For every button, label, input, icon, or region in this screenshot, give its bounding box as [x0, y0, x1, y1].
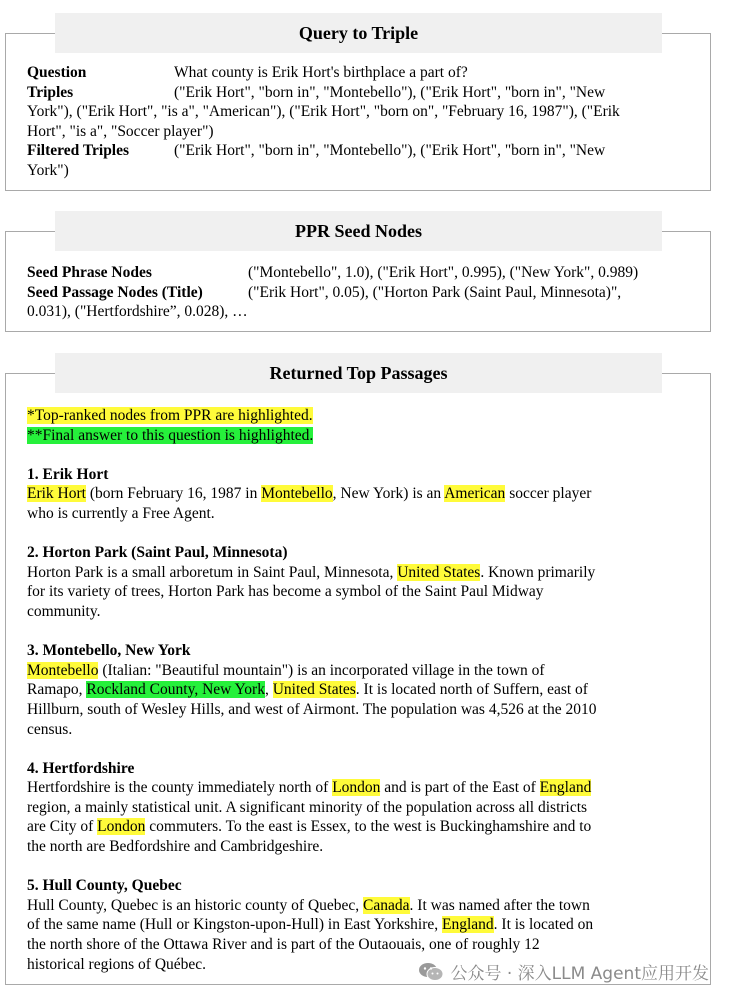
seed-passage-row [27, 283, 692, 303]
filtered-triples-label: Filtered Triples [27, 142, 130, 160]
question-label: Question [27, 64, 87, 81]
passage-5-line-4: historical regions of Québec. [27, 955, 207, 973]
highlight-london: London [332, 779, 381, 797]
highlight-canada: Canada [363, 896, 410, 914]
highlight-london: London [97, 818, 146, 836]
query-to-triple-content [27, 63, 692, 181]
passage-3-line-2 [27, 680, 692, 700]
triples-line-3: Hort", "is a", "Soccer player") [27, 122, 214, 140]
highlight-england: England [442, 916, 494, 934]
triples-label: Triples [27, 83, 74, 101]
seed-passage-line-1: ("Erik Hort", 0.05), ("Horton Park (Saint Paul, Minnesota)", [248, 283, 622, 301]
highlight-montebello: Montebello [261, 485, 333, 503]
seed-phrase-text: ("Montebello", 1.0), ("Erik Hort", 0.995), ("New York", 0.989) [248, 264, 639, 281]
highlight-united-states: United States [397, 563, 481, 581]
legend-ppr-line [27, 406, 692, 426]
returned-top-passages-title: Returned Top Passages [269, 362, 448, 383]
passage-3-text: . It is located north of Suffern, east of [355, 681, 588, 699]
passage-3-title: 3. Montebello, New York [27, 642, 191, 660]
legend-answer-line [27, 426, 692, 446]
passage-5-title: 5. Hull County, Quebec [27, 877, 182, 895]
passage-2-line-2: for its variety of trees, Horton Park has become a symbol of the Saint Paul Midway [27, 583, 544, 601]
passage-4-title: 4. Hertfordshire [27, 759, 135, 777]
passage-3-line-4: census. [27, 720, 73, 738]
seed-passage-label: Seed Passage Nodes (Title) [27, 283, 203, 301]
passage-4-line-3 [27, 817, 692, 837]
passage-2-line-1 [27, 563, 692, 583]
passage-1-line-2: who is currently a Free Agent. [27, 504, 215, 522]
passage-5-text: . It is located on [493, 916, 594, 934]
passage-4-line-1 [27, 778, 692, 798]
seed-phrase-label: Seed Phrase Nodes [27, 264, 152, 281]
highlight-united-states: United States [272, 681, 356, 699]
legend-ppr-highlight: *Top-ranked nodes from PPR are highlighted. [27, 407, 313, 424]
passage-5-line-2 [27, 915, 692, 935]
passage-5-text: of the same name (Hull or Kingston-upon-Hull) in East Yorkshire, [27, 916, 442, 934]
question-text: What county is Erik Hort's birthplace a part of? [174, 64, 468, 81]
passage-5-line-1 [27, 896, 692, 916]
watermark-text: 公众号 · 深入LLM Agent应用开发 [450, 964, 709, 984]
highlight-american: American [444, 485, 506, 503]
passage-3-text: , [264, 681, 273, 699]
question-row [27, 63, 692, 83]
passage-1-text: , New York) is an [332, 485, 445, 503]
passage-2-text: . Known primarily [480, 563, 596, 581]
triples-line-2: York"), ("Erik Hort", "is a", "American"), ("Erik Hort", "born on", "February 16, 1987"), ("Erik [27, 103, 620, 121]
ppr-seed-nodes-title: PPR Seed Nodes [295, 220, 422, 241]
filtered-triples-line-2: York") [27, 161, 69, 179]
passage-4-text: are City of [27, 818, 98, 836]
passage-5-line-3: the north shore of the Ottawa River and is part of the Outaouais, one of roughly 12 [27, 936, 540, 954]
seed-phrase-row [27, 263, 692, 283]
passage-3-line-3: Hillburn, south of Wesley Hills, and west of Airmont. The population was 4,526 at the 2010 [27, 700, 597, 718]
returned-top-passages-header [55, 353, 662, 393]
passage-2-text: Horton Park is a small arboretum in Saint Paul, Minnesota, [27, 563, 398, 581]
triples-row [27, 83, 692, 103]
passage-3-text: Ramapo, [27, 681, 87, 699]
legend-answer-highlight: **Final answer to this question is highlighted. [27, 426, 314, 444]
passage-4-line-2: region, a mainly statistical unit. A significant minority of the population across all districts [27, 798, 588, 816]
final-answer-highlight: Rockland County, New York [86, 681, 265, 699]
passage-1-text: (born February 16, 1987 in [85, 485, 262, 503]
query-to-triple-title: Query to Triple [298, 22, 419, 43]
query-to-triple-header [55, 13, 662, 53]
passage-5-text: Hull County, Quebec is an historic county of Quebec, [27, 896, 364, 914]
ppr-seed-nodes-header [55, 211, 662, 251]
highlight-erik-hort: Erik Hort [27, 485, 86, 503]
watermark [418, 959, 709, 984]
ppr-seed-nodes-content [27, 263, 692, 322]
passage-1-line-1 [27, 484, 692, 504]
highlight-england: England [539, 779, 592, 797]
passage-4-line-4: the north are Bedfordshire and Cambridgeshire. [27, 838, 324, 856]
passage-1-text: soccer player [505, 485, 592, 503]
seed-passage-line-2: 0.031), ("Hertfordshire”, 0.028), … [27, 303, 248, 321]
passage-5-text: . It was named after the town [409, 896, 590, 914]
passage-4-text: commuters. To the east is Essex, to the west is Buckinghamshire and to [145, 818, 592, 836]
passage-1-title: 1. Erik Hort [27, 465, 109, 483]
filtered-triples-row [27, 141, 692, 161]
passage-2-line-3: community. [27, 602, 101, 620]
passage-4-text: Hertfordshire is the county immediately north of [27, 779, 333, 797]
highlight-montebello: Montebello [27, 661, 99, 679]
passage-4-text: and is part of the East of [380, 779, 540, 797]
returned-top-passages-content [27, 406, 692, 974]
triples-line-1: ("Erik Hort", "born in", "Montebello"), ("Erik Hort", "born in", "New [174, 83, 606, 101]
passage-2-title: 2. Horton Park (Saint Paul, Minnesota) [27, 544, 288, 562]
wechat-icon [418, 962, 444, 982]
passage-3-line-1 [27, 661, 692, 681]
filtered-triples-line-1: ("Erik Hort", "born in", "Montebello"), ("Erik Hort", "born in", "New [174, 142, 606, 160]
passage-3-text: (Italian: "Beautiful mountain") is an incorporated village in the town of [98, 661, 545, 679]
